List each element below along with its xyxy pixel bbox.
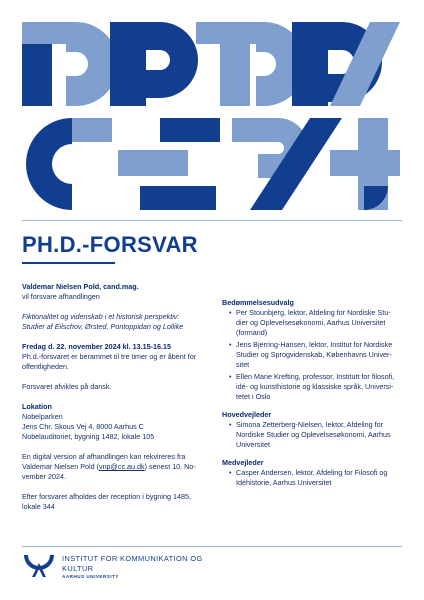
phd-letter-graphic [0, 0, 424, 220]
date-line: Fredag d. 22. november 2024 kl. 13.15-16.15 [22, 342, 172, 351]
left-column [22, 282, 212, 512]
list-item: • Simona Zetterberg-Nielsen, lektor, Afdeling for Nordiske Studier og Oplevelsesøkonomi, Aarhus Universitet [236, 420, 408, 450]
aarhus-university-logo [22, 553, 56, 579]
committee-list [222, 308, 408, 402]
digital-line-1: En digital version af afhandlingen kan rekvireres fra [22, 452, 186, 461]
committee-heading: Bedømmelsesudvalg [222, 298, 294, 307]
email-link[interactable]: vnp@cc.au.dk [98, 462, 145, 471]
bottom-divider [22, 546, 402, 547]
schedule-line-1: Ph.d.-forsvaret er berammet til tre timer og er åbent for [22, 352, 197, 361]
location-line: Nobelauditoriet, bygning 1482, lokale 105 [22, 432, 155, 441]
page-title: PH.D.-FORSVAR [22, 232, 198, 257]
language-note: Forsvaret afvikles på dansk. [22, 382, 112, 391]
graphic-shapes [22, 22, 400, 210]
location-heading: Lokation [22, 402, 52, 411]
list-item: • Jens Bjerring-Hansen, lektor, Institut for Nordiske Studier og Sprogvidenskab, Københavns Univer- sitet [236, 340, 408, 370]
digital-line-3: vember 2024. [22, 472, 66, 481]
main-supervisor-heading: Hovedvejleder [222, 410, 272, 419]
thesis-title-line-1: Fiktionalitet og videnskab i et historisk perspektiv: [22, 312, 180, 321]
top-divider [22, 220, 402, 221]
main-supervisor-list [222, 420, 408, 450]
reception-line-2: lokale 344 [22, 502, 55, 511]
location-line: Jens Chr. Skous Vej 4, 8000 Aarhus C [22, 422, 144, 431]
list-item: • Casper Andersen, lektor, Afdeling for Filosofi og Idéhistorie, Aarhus Universitet [236, 468, 408, 488]
schedule-line-2: offentligheden. [22, 362, 70, 371]
institute-name: INSTITUT FOR KOMMUNIKATION OG KULTUR [62, 554, 203, 573]
candidate-name: Valdemar Nielsen Pold, cand.mag. [22, 282, 139, 291]
reception-line-1: Efter forsvaret afholdes der reception i bygning 1485, [22, 492, 192, 501]
university-name: AARHUS UNIVERSITY [62, 574, 119, 579]
intro-text: vil forsvare afhandlingen [22, 292, 100, 301]
co-supervisor-heading: Medvejleder [222, 458, 264, 467]
co-supervisor-list [222, 468, 408, 488]
list-item: • Per Stounbjerg, lektor, Afdeling for Nordiske Stu- dier og Oplevelsesøkonomi, Aarhus Universitet (formand) [236, 308, 408, 338]
digital-line-2: Valdemar Nielsen Pold (vnp@cc.au.dk) senest 10. No- [22, 462, 196, 471]
list-item: • Ellen Marie Krefting, professor, Institutt for filosofi, idé- og kunsthistorie og klassiske språk, Universi- tetet i Oslo [236, 372, 408, 402]
location-line: Nobelparken [22, 412, 63, 421]
thesis-title-line-2: Studier af Eilschov, Ørsted, Pontoppidan og Lollike [22, 322, 184, 331]
right-column [222, 298, 408, 490]
title-underline [22, 262, 115, 264]
